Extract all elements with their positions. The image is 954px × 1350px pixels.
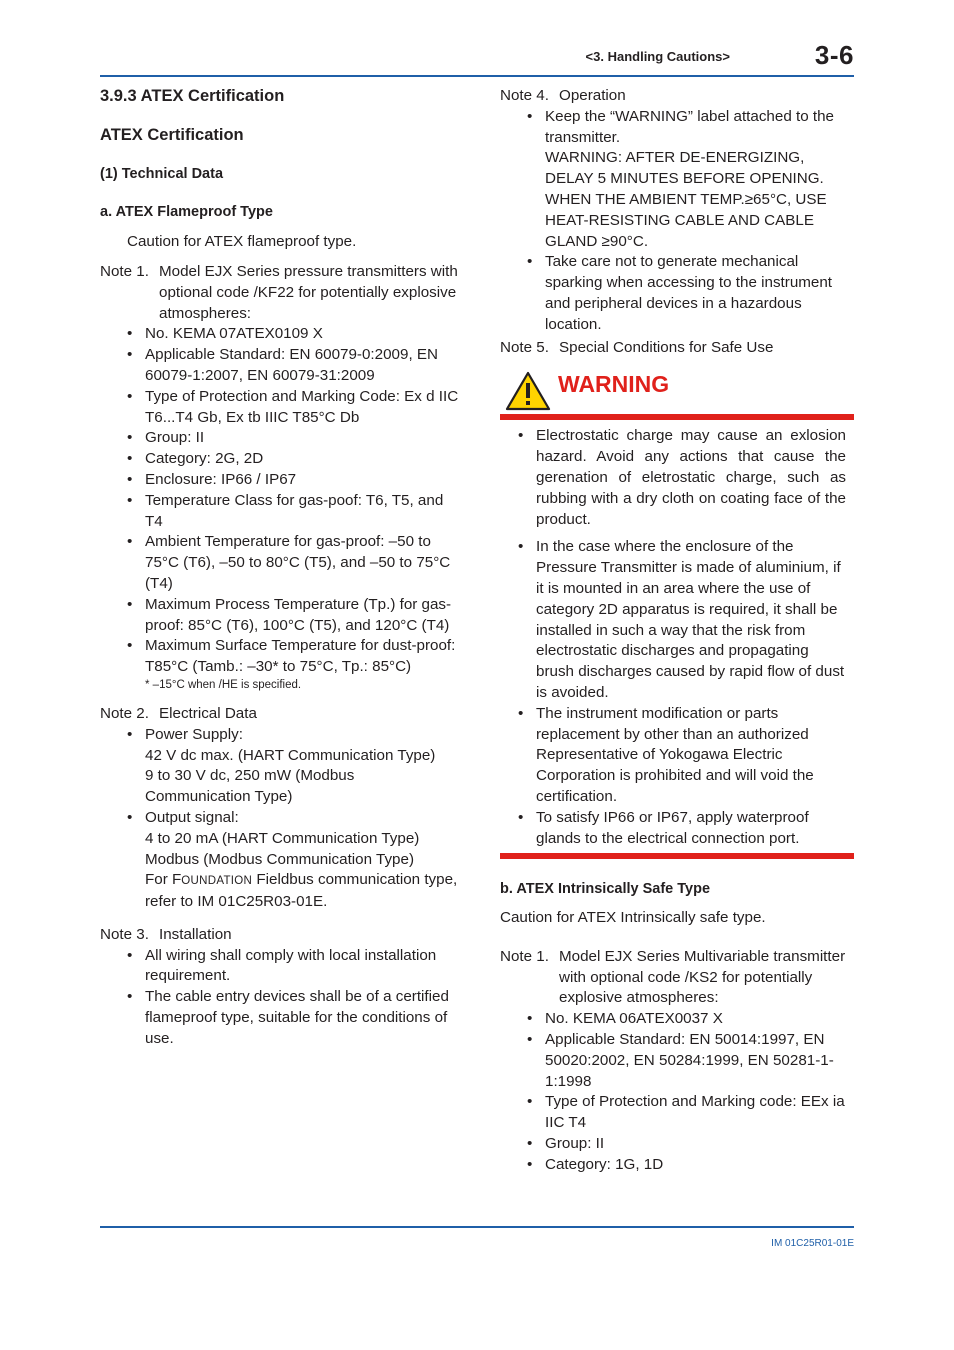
list-item: • All wiring shall comply with local installation requirement. (100, 946, 460, 988)
note-1 (100, 262, 460, 324)
list-item: • Maximum Process Temperature (Tp.) for gas-proof: 85°C (T6), 100°C (T5), and 120°C (T4) (100, 595, 460, 637)
list-item: • Temperature Class for gas-poof: T6, T5, and T4 (100, 491, 460, 533)
warning-header (500, 368, 854, 414)
note-2-list (100, 725, 460, 913)
warning-list (500, 426, 854, 849)
note-label: Note 1. (100, 262, 149, 280)
note-1b-list (500, 1009, 854, 1175)
technical-data-heading: (1) Technical Data (100, 165, 224, 182)
warning-item: • In the case where the enclosure of the Pressure Transmitter is made of aluminium, if it is mounted in an area where the use of category 2D apparatus is required, it shall be installed in such a way that the risk from electrostatic discharges and propagating brush discharges caused by rapid flow of dust is avoided. (500, 537, 854, 703)
list-item: • Enclosure: IP66 / IP67 (100, 470, 460, 491)
subsection-title: ATEX Certification (100, 125, 244, 144)
flameproof-heading: a. ATEX Flameproof Type (100, 204, 273, 221)
note-text: Model EJX Series Multivariable transmitter with optional code /KS2 for potentially explosive atmospheres: (559, 947, 846, 1007)
list-item: • Take care not to generate mechanical sparking when accessing to the instrument and peripheral devices in a hazardous location. (500, 252, 854, 335)
page-number: 3-6 (814, 40, 854, 70)
label-instruction: • Keep the “WARNING” label attached to the transmitter. (545, 107, 834, 146)
right-column (500, 86, 854, 1176)
note-4 (500, 86, 854, 107)
note-2 (100, 704, 460, 725)
list-item: • No. KEMA 06ATEX0037 X (500, 1009, 854, 1030)
output-line: Modbus (Modbus Communication Type) (145, 850, 414, 868)
list-item: • Type of Protection and Marking Code: Ex d IIC T6...T4 Gb, Ex tb IIIC T85°C Db (100, 387, 460, 429)
list-item: • The cable entry devices shall be of a certified flameproof type, suitable for the conditions of use. (100, 987, 460, 1049)
document-id: IM 01C25R01-01E (771, 1238, 854, 1249)
note-3 (100, 925, 460, 946)
list-item: • Applicable Standard: EN 60079-0:2009, EN 60079-1:2007, EN 60079-31:2009 (100, 345, 460, 387)
list-item: • Group: II (100, 428, 460, 449)
list-item: • Group: II (500, 1134, 854, 1155)
list-item: • Category: 2G, 2D (100, 449, 460, 470)
fieldbus-smallcaps: OUNDATION (181, 875, 253, 888)
note-5 (500, 338, 854, 359)
list-item (100, 725, 460, 808)
flameproof-caution: Caution for ATEX flameproof type. (127, 233, 357, 251)
note-text: Operation (559, 87, 626, 104)
note-label: Note 5. (500, 338, 549, 356)
intrinsically-safe-heading: b. ATEX Intrinsically Safe Type (500, 881, 711, 898)
warning-title: WARNING (558, 371, 670, 398)
footer-rule (100, 1226, 854, 1228)
list-item: • Category: 1G, 1D (500, 1155, 854, 1176)
note-label: Note 3. (100, 925, 149, 943)
note-label: Note 2. (100, 704, 149, 722)
footnote: * –15°C when /HE is specified. (145, 678, 302, 691)
running-header: <3. Handling Cautions> (585, 49, 730, 64)
list-item: • Type of Protection and Marking code: EEx ia IIC T4 (500, 1092, 854, 1134)
note-1b (500, 947, 854, 1009)
note-3-list (100, 946, 460, 1050)
warning-item: • To satisfy IP66 or IP67, apply waterproof glands to the electrical connection port. (500, 808, 854, 850)
left-column (100, 86, 460, 1050)
note-text: Special Conditions for Safe Use (559, 338, 774, 356)
note-label: Note 4. (500, 87, 549, 104)
warning-triangle-icon (505, 371, 551, 411)
warning-item: • The instrument modification or parts replacement by other than an authorized Representative of Yokogawa Electric Corporation is prohibited and will void the certification. (500, 704, 854, 808)
list-item: • Maximum Surface Temperature for dust-proof: T85°C (Tamb.: –30* to 75°C, Tp.: 85°C) (100, 636, 460, 678)
fieldbus-line (145, 870, 460, 913)
warning-box (500, 368, 854, 859)
note-label: Note 1. (500, 947, 549, 965)
fieldbus-pre: For F (145, 871, 182, 889)
note-1-list (100, 324, 460, 678)
output-line: 4 to 20 mA (HART Communication Type) (145, 829, 420, 847)
note-text: Model EJX Series pressure transmitters with optional code /KF22 for potentially explosive atmospheres: (159, 262, 458, 322)
note-text: Electrical Data (159, 704, 257, 722)
list-item (100, 808, 460, 913)
section-heading: 3.9.3 ATEX Certification (100, 87, 285, 105)
power-line: 9 to 30 V dc, 250 mW (Modbus Communication Type) (145, 767, 355, 806)
list-item: • Applicable Standard: EN 50014:1997, EN 50020:2002, EN 50284:1999, EN 50281-1-1:1998 (500, 1030, 854, 1092)
note-4-list (500, 107, 854, 336)
list-item (500, 107, 854, 253)
label-warning-text: WARNING: AFTER DE-ENERGIZING, DELAY 5 MINUTES BEFORE OPENING. WHEN THE AMBIENT TEMP.≥65°C, USE HEAT-RESISTING CABLE AND CABLE GLAND ≥90°C. (545, 149, 827, 250)
fieldbus-post: Fieldbus communication type, refer to IM 01C25R03-01E. (145, 871, 458, 911)
note-text: Installation (159, 925, 232, 943)
intrinsically-safe-caution: Caution for ATEX Intrinsically safe type. (500, 909, 766, 927)
header-rule (100, 75, 854, 77)
power-supply-label: • Power Supply: (145, 725, 243, 743)
list-item: • No. KEMA 07ATEX0109 X (100, 324, 460, 345)
power-line: 42 V dc max. (HART Communication Type) (145, 746, 436, 764)
output-signal-label: • Output signal: (145, 808, 239, 826)
list-item: • Ambient Temperature for gas-proof: –50 to 75°C (T6), –50 to 80°C (T5), and –50 to 75°C (T4) (100, 532, 460, 594)
warning-item: • Electrostatic charge may cause an exlosion hazard. Avoid any actions that cause the gerenation of eletrostatic charge, such as rubbing with a dry cloth on coating face of the product. (500, 426, 854, 530)
